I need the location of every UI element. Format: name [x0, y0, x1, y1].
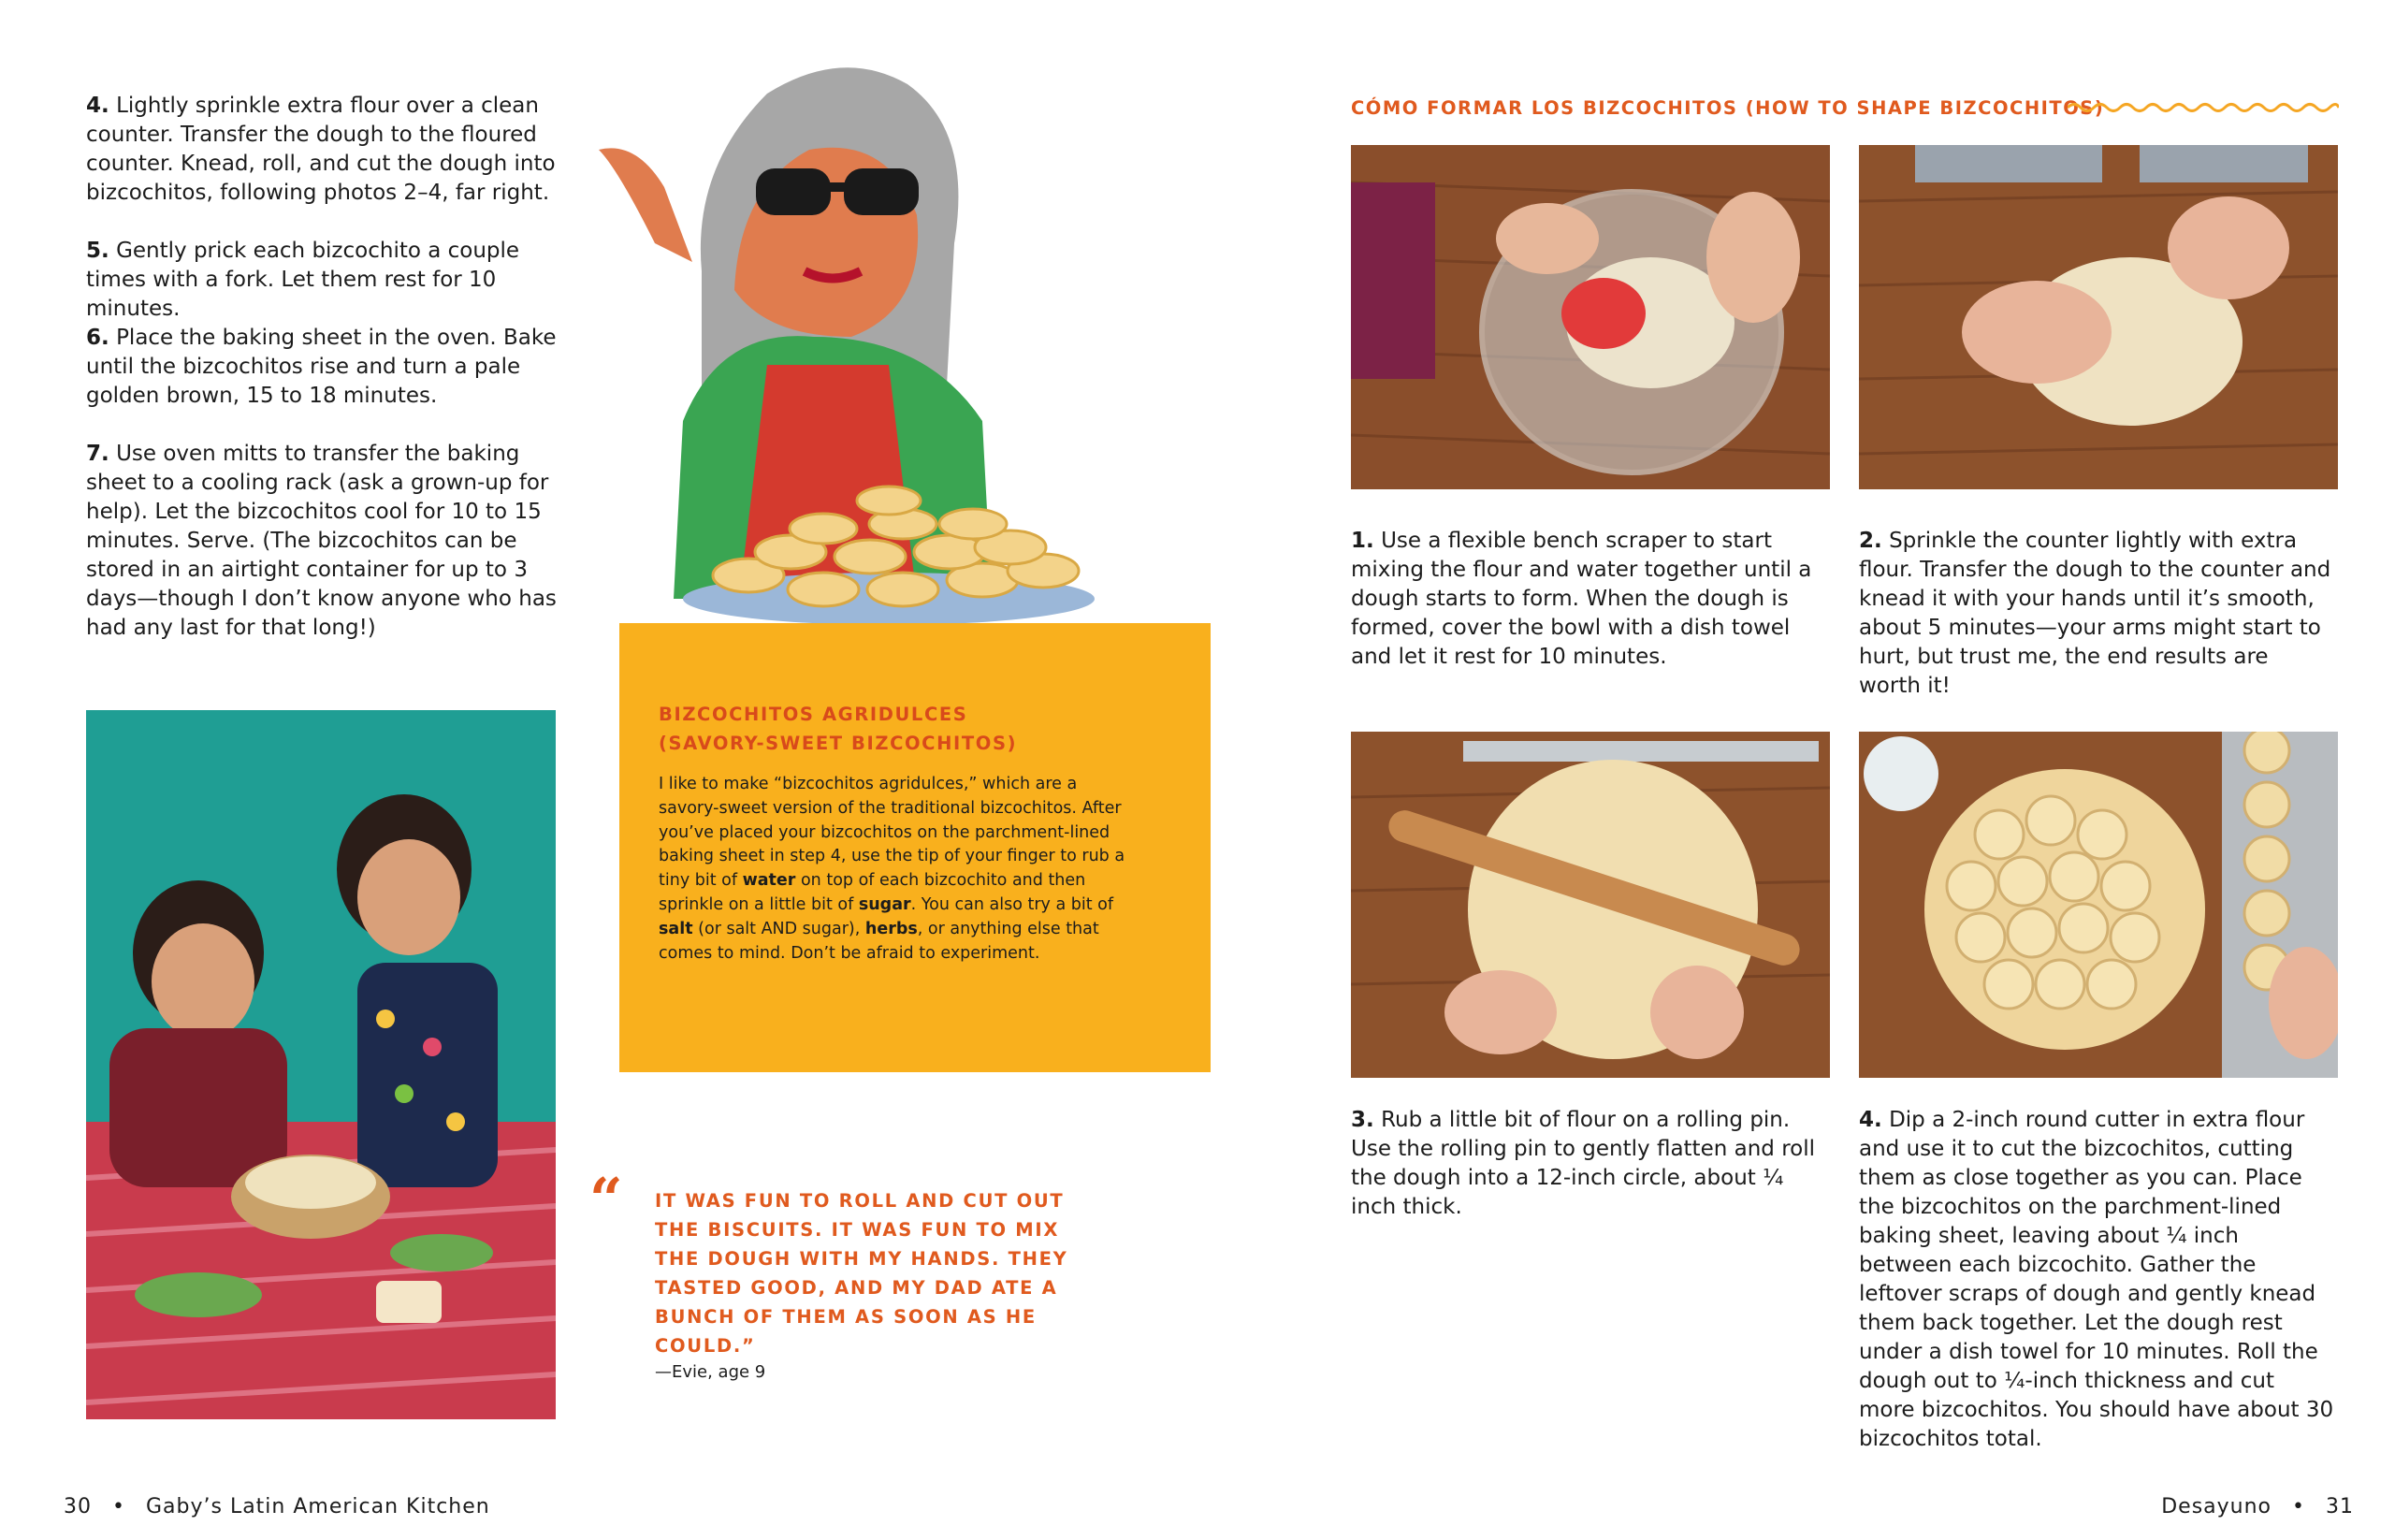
sidebar-title: BIZCOCHITOS AGRIDULCES (SAVORY-SWEET BIZCOCHITOS): [659, 704, 1018, 754]
sidebar-body: I like to make “bizcochitos agridulces,” which are a savory-sweet version of the traditional bizcochitos. After you’ve placed your bizcochitos on the parchment-lined baking sheet in step 4, use the tip of your finger to rub a tiny bit of water on top of each bizcochito and then sprinkle on a little bit of sugar. You can also try a bit of salt (or salt AND sugar), herbs, or anything else that comes to mind. Don’t be afraid to experiment.: [659, 775, 1125, 963]
savory-sweet-sidebar: [619, 623, 1211, 1072]
wavy-rule: [2068, 101, 2339, 114]
book-title: Gaby’s Latin American Kitchen: [145, 1495, 490, 1518]
kids-eating-photo: [86, 710, 556, 1419]
kneading-dough-photo: [1859, 145, 2338, 489]
right-footer: Desayuno • 31: [2161, 1495, 2354, 1518]
chapter-title: Desayuno: [2161, 1495, 2272, 1518]
mixing-dough-photo: [1351, 145, 1830, 489]
section-heading: CÓMO FORMAR LOS BIZCOCHITOS (HOW TO SHAPE BIZCOCHITOS): [1351, 97, 2105, 119]
right-step-2: 2. Sprinkle the counter lightly with extra flour. Transfer the dough to the counter and knead it with your hands until it’s smooth, about 5 minutes—your arms might start to hurt, but trust me, the end results are worth it!: [1859, 529, 2331, 698]
left-step-5: 5. Gently prick each bizcochito a couple times with a fork. Let them rest for 10 minutes.: [86, 239, 520, 321]
left-footer: 30 • Gaby’s Latin American Kitchen: [64, 1495, 490, 1518]
left-page-number: 30: [64, 1495, 92, 1518]
right-step-3: 3. Rub a little bit of flour on a rolling pin. Use the rolling pin to gently flatten and roll the dough into a 12-inch circle, about ¼ inch thick.: [1351, 1108, 1815, 1219]
right-page-number: 31: [2326, 1495, 2354, 1518]
cutting-bizcochitos-photo: [1859, 732, 2338, 1078]
quote-mark: “: [589, 1165, 623, 1233]
chef-illustration: [580, 28, 1132, 646]
left-step-7: 7. Use oven mitts to transfer the baking sheet to a cooling rack (ask a grown-up for help). Let the bizcochitos cool for 10 to 15 minutes. Serve. (The bizcochitos can be stored in an airtight container for up to 3 days—though I don’t know anyone who has had any last for that long!): [86, 442, 557, 640]
rolling-dough-photo: [1351, 732, 1830, 1078]
left-step-6: 6. Place the baking sheet in the oven. Bake until the bizcochitos rise and turn a pale golden brown, 15 to 18 minutes.: [86, 326, 557, 408]
kid-quote: IT WAS FUN TO ROLL AND CUT OUT THE BISCUITS. IT WAS FUN TO MIX THE DOUGH WITH MY HANDS. THEY TASTED GOOD, AND MY DAD ATE A BUNCH OF THEM AS SOON AS HE COULD.”: [655, 1190, 1068, 1357]
right-step-4: 4. Dip a 2-inch round cutter in extra flour and use it to cut the bizcochitos, cutting them as close together as you can. Place the bizcochitos on the parchment-lined baking sheet, leaving about ¼ inch between each bizcochito. Gather the leftover scraps of dough and gently knead them back together. Let the dough rest under a dish towel for 10 minutes. Roll the dough out to ¼-inch thickness and cut more bizcochitos. You should have about 30 bizcochitos total.: [1859, 1108, 2334, 1451]
right-step-1: 1. Use a flexible bench scraper to start mixing the flour and water together until a dough starts to form. When the dough is formed, cover the bowl with a dish towel and let it rest for 10 minutes.: [1351, 529, 1812, 669]
quote-attribution: —Evie, age 9: [655, 1362, 766, 1382]
left-step-4: 4. Lightly sprinkle extra flour over a clean counter. Transfer the dough to the floured counter. Knead, roll, and cut the dough into bizcochitos, following photos 2–4, far right.: [86, 94, 556, 205]
